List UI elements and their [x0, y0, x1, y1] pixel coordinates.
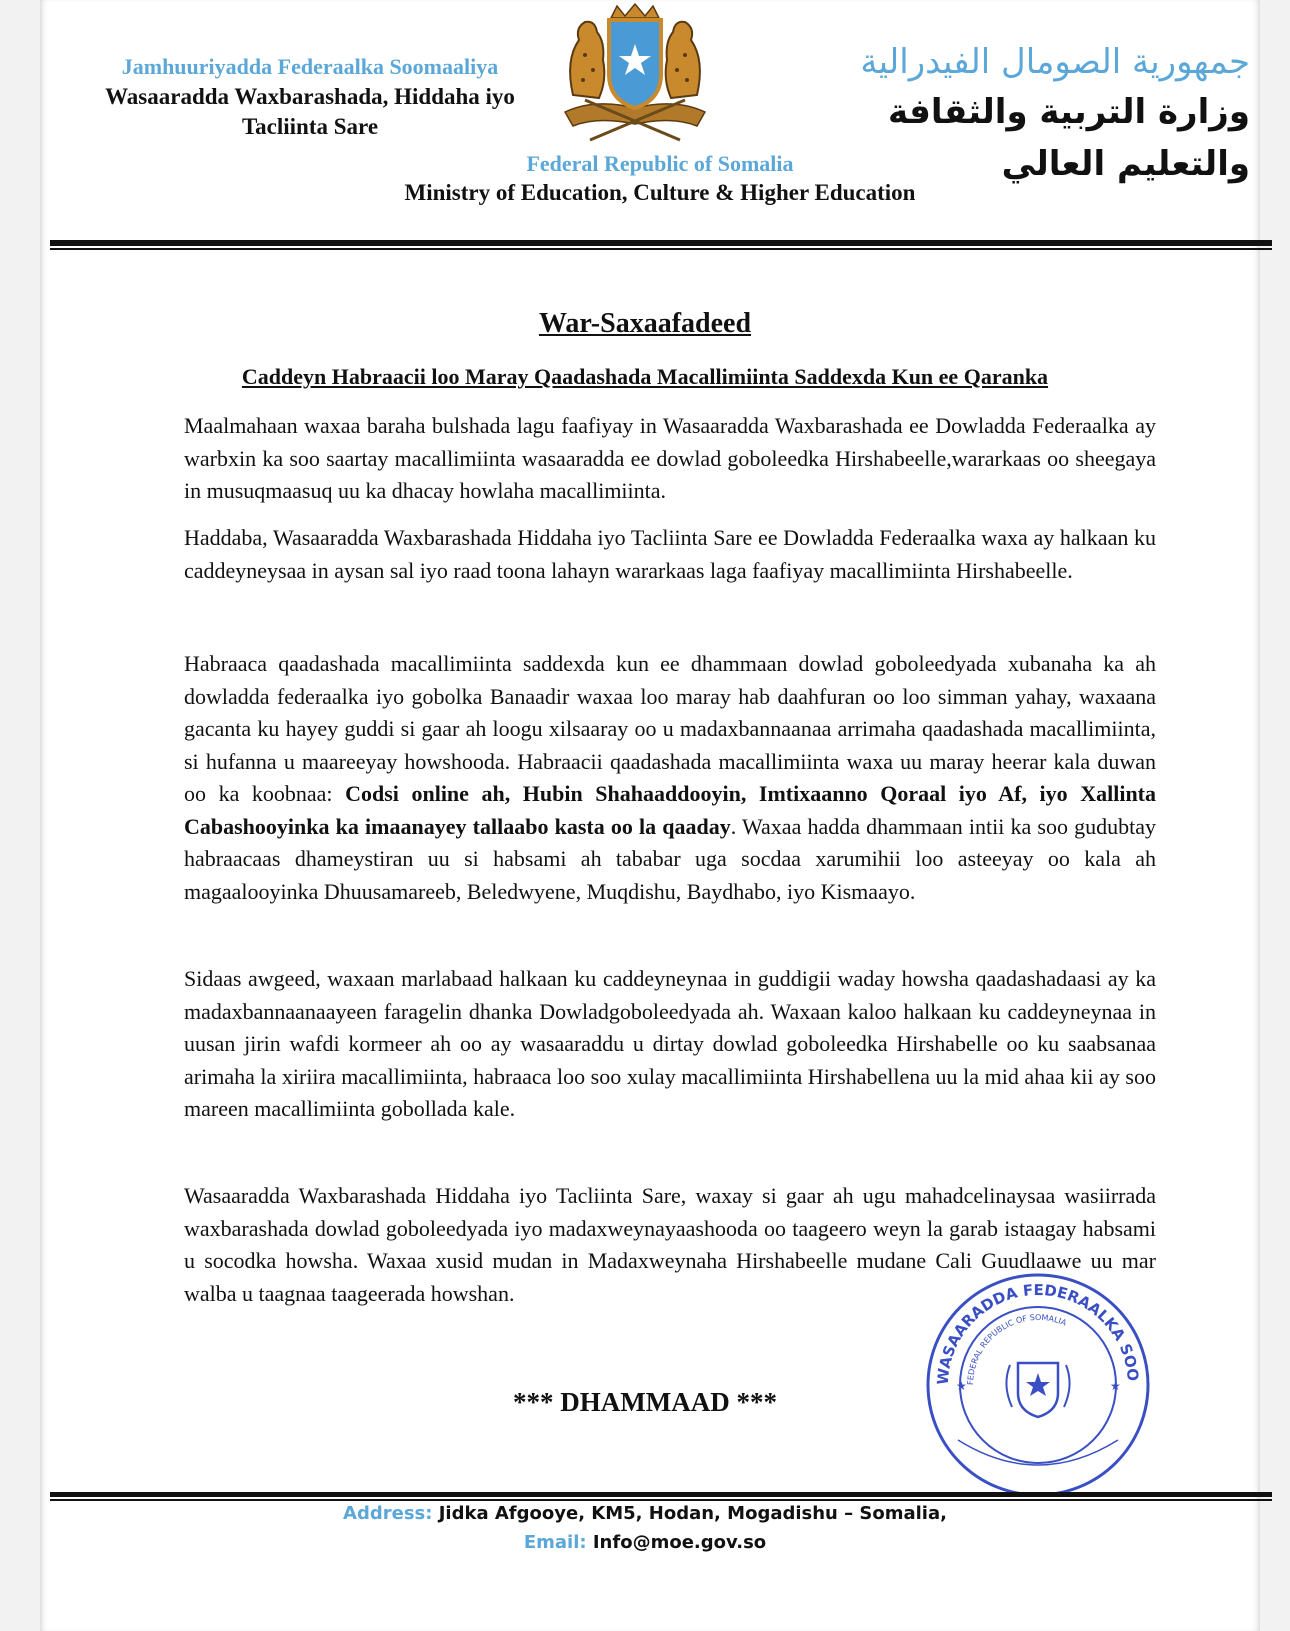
svg-text:★: ★: [1110, 1379, 1121, 1393]
header-left-block: [70, 52, 550, 142]
email-label: Email:: [523, 1532, 587, 1553]
svg-text:WASAARADDA FEDERAALKA SOOMAALI: [918, 1265, 1142, 1385]
stamp-outer-text: WASAARADDA FEDERAALKA SOO: [933, 1280, 1143, 1386]
document-title: War-Saxaafadeed: [538, 308, 752, 339]
footer-divider: [50, 1492, 1272, 1497]
closing-mark: *** DHAMMAAD ***: [513, 1387, 777, 1417]
paragraph-3-bold: Codsi online ah, Hubin Shahaaddooyin, Imtixaanno Qoraal iyo Af, iyo Xallinta Cabashooyinka ka imaanayey tallaabo kasta oo la qaaday: [184, 781, 1157, 839]
address-label: Address:: [343, 1503, 433, 1524]
header-divider-thin: [50, 248, 1272, 250]
paragraph-3-text-a: Habraaca qaadashada macallimiinta saddexda kun ee dhammaan dowlad goboleedyada xubanaha ka ah dowladda federaalka iyo gobolka Banaadir waxaa loo maray hab daahfuran oo loo simman yahay, waxaana gacanta ku hayey guddi si gaar ah loogu xilsaaray oo u madaxbannaanaa arrimaha qaadashada macallimiinta, si hufanna u maareeyay howshooda. Habraacii qaadashada macallimiinta waxa uu maray heerar kala duwan oo ka koobnaa:: [184, 651, 1156, 806]
svg-text:★: ★: [956, 1379, 967, 1393]
paragraph-1: Maalmahaan waxaa baraha bulshada lagu faafiyay in Wasaaradda Waxbarashada ee Dowladda Federaalka ay warbxin ka soo saartay macallimiinta wasaaradda ee dowlad goboleedka Hirshabeelle,wararkaas oo sheegaya in musuqmaasuq uu ka dhacay howlaha macallimiinta.: [184, 413, 1156, 503]
footer-address: [0, 1503, 1290, 1524]
stamp-inner-text: FEDERAL REPUBLIC OF SOMALIA: [965, 1312, 1068, 1386]
paragraph-4: Sidaas awgeed, waxaan marlabaad halkaan ku caddeyneynaa in guddigii waday howsha qaadashadaasi ay ka madaxbannaanaayeen faragelin dhanka Dowladgoboleedyada ah. Waxaan kaloo halkaan ku caddeyneynaa in uusan jirin wafdi kormeer ah oo ay wasaaraddu u dirtay dowlad goboleedka Hirshabelle oo ku saabsanaa arimaha la xiriira macallimiinta, habraaca loo soo xulay macallimiinta Hirshabellena uu la mid ahaa kii ay soo mareen macallimiinta gobollada kale.: [184, 966, 1156, 1121]
header-country-somali: Jamhuuriyadda Federaalka Soomaaliya: [121, 54, 499, 79]
email-value[interactable]: Info@moe.gov.so: [592, 1532, 767, 1553]
official-stamp-icon: [918, 1265, 1158, 1505]
footer-email: [0, 1532, 1290, 1553]
header-ministry-somali: Wasaaradda Waxbarashada, Hiddaha iyo: [105, 84, 515, 109]
header-country-arabic: جمهورية الصومال الفيدرالية: [860, 42, 1250, 82]
address-value: Jidka Afgooye, KM5, Hodan, Mogadishu – Somalia,: [438, 1503, 947, 1524]
paragraph-5: Wasaaradda Waxbarashada Hiddaha iyo Tacliinta Sare, waxay si gaar ah ugu mahadcelinaysaa wasiirrada waxbarashada dowlad goboleedyada iyo madaxweynayaashooda oo taageero weyn la garab istaagay habsami u socodka howsha. Waxaa xusid mudan in Madaxweynaha Hirshabeelle mudane Cali Guudlaawe uu mar walba u taagnaa taageerada howshan.: [184, 1183, 1156, 1306]
header-ministry-arabic: وزارة التربية والثقافة والتعليم العالي: [888, 92, 1250, 184]
paragraph-3-text-b: . Waxaa hadda dhammaan intii ka soo gudubtay habraacaas dhameystiran uu si habsami ah tababar uga socdaa xarumihii loo asteeyay oo kala ah magaalooyinka Dhuusamareeb, Beledwyene, Muqdishu, Baydhabo, iyo Kismaayo.: [184, 813, 1156, 904]
somalia-coat-of-arms-icon: [555, 0, 715, 150]
paragraph-2: Haddaba, Wasaaradda Waxbarashada Hiddaha iyo Tacliinta Sare ee Dowladda Federaalka waxa ay halkaan ku caddeyneysaa in aysan sal iyo raad toona lahayn wararkaas laga faafiyay macallimiinta Hirshabeelle.: [184, 525, 1156, 583]
header-ministry-english: Ministry of Education, Culture & Higher Education: [404, 180, 916, 205]
header-divider: [50, 240, 1272, 246]
footer-divider-thin: [50, 1499, 1272, 1501]
document-subtitle: Caddeyn Habraacii loo Maray Qaadashada Macallimiinta Saddexda Kun ee Qaranka: [241, 364, 1049, 389]
paragraph-3: [184, 648, 1156, 908]
header-center-block: [300, 150, 1020, 208]
header-country-english: Federal Republic of Somalia: [526, 151, 794, 176]
header-ministry-somali-line2: Tacliinta Sare: [241, 114, 379, 139]
